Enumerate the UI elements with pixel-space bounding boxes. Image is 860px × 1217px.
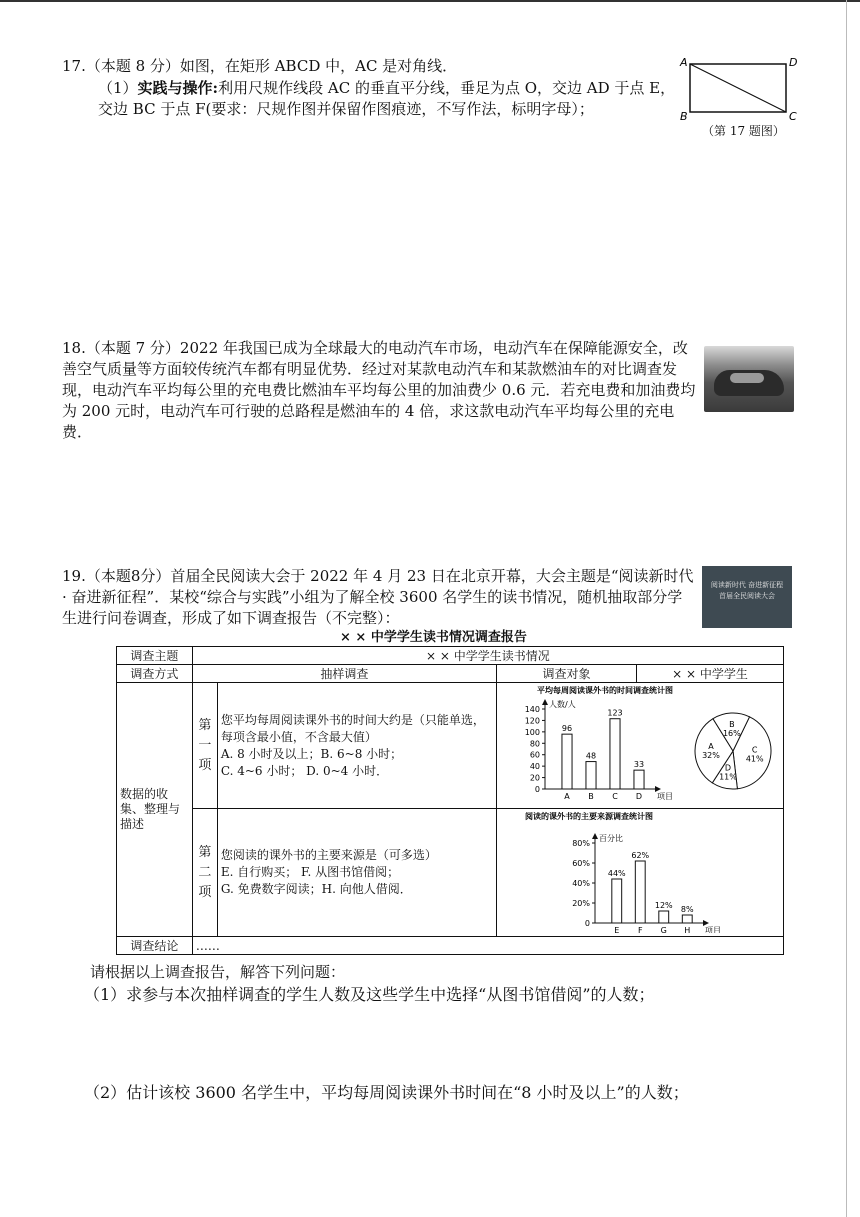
chart2-cell — [496, 809, 783, 937]
page-top-border — [0, 0, 860, 2]
q17-part1-head: （1） — [98, 79, 138, 97]
time-bar-ytick-label: 100 — [524, 727, 540, 737]
time-pie-slice-label: D — [724, 763, 732, 773]
q17-part1 — [98, 78, 678, 120]
time-bar-value-label: 48 — [585, 751, 597, 761]
time-bar-ytick-label: 0 — [534, 785, 540, 794]
source-bar-bar — [659, 911, 669, 923]
time-bar-category-label: A — [564, 792, 570, 801]
source-bar-value-label: 8% — [680, 905, 694, 914]
time-bar-bar — [586, 762, 596, 789]
source-bar-ytick-label: 60% — [572, 859, 590, 868]
time-pie-slice-pct: 11% — [719, 772, 737, 782]
source-bar-xlabel: 项目 — [704, 926, 721, 933]
time-bar-ylabel: 人数/人 — [548, 700, 576, 709]
car-window — [730, 373, 764, 383]
time-bar-category-label: C — [612, 792, 618, 801]
source-bar-category-label: E — [614, 926, 620, 933]
time-bar-category-label: D — [635, 792, 643, 801]
time-bar-bar — [634, 770, 644, 789]
time-bar-y-arrow — [542, 699, 548, 705]
q17-part1-text: 利用尺规作线段 AC 的垂直平分线，垂足为点 O，交边 AD 于点 E，交边 BC 于点 F(要求：尺规作图并保留作图痕迹，不写作法，标明字母）； — [98, 79, 676, 118]
time-bar-xlabel: 项目 — [656, 792, 673, 801]
q19-text: 19.（本题8分）首届全民阅读大会于 2022 年 4 月 23 日在北京开幕，大会主题是“阅读新时代 · 奋进新征程”．某校“综合与实践”小组为了解全校 3600 名学生的读书情况，随机抽取部分学生进行问卷调查，形成了如下调查报告（不完整）： — [62, 567, 694, 627]
q19-part2: （2）估计该校 3600 名学生中，平均每周阅读课外书时间在“8 小时及以上”的人数； — [84, 1083, 689, 1102]
item1-opts: A. 8 小时及以上；B. 6~8 小时； — [220, 746, 403, 761]
time-bar-category-label: B — [588, 792, 594, 801]
item1-content — [217, 683, 496, 809]
collect-label: 数据的收集、整理与描述 — [117, 683, 193, 937]
q18-text: 18.（本题 7 分）2022 年我国已成为全球最大的电动汽车市场，电动汽车在保障能源安全，改善空气质量等方面较传统汽车都有明显优势．经过对某款电动汽车和某款燃油车的对比调查发现，电动汽车平均每公里的充电费比燃油车平均每公里的加油费少 0.6 元．若充电费和加油费均为 200 元时，电动汽车可行驶的总路程是燃油车的 4 倍，求这款电动汽车平均每公里的充电费． — [62, 339, 696, 441]
diagonal-ac — [690, 64, 786, 112]
source-bar-ytick-label: 20% — [572, 899, 590, 908]
q17-part1-bold: 实践与操作: — [137, 79, 219, 97]
item2-label: 第二项 — [192, 809, 217, 937]
time-pie-slice-label: A — [708, 741, 714, 751]
source-bar-value-label: 62% — [631, 851, 650, 860]
time-pie-slice-label: B — [729, 719, 735, 729]
conclusion-value: …… — [192, 937, 783, 955]
time-pie-slice-label: C — [751, 745, 758, 755]
book-source-chart — [497, 809, 783, 933]
report-title: × × 中学学生读书情况调查报告 — [340, 630, 527, 645]
label-c: C — [789, 110, 797, 123]
source-bar-category-label: G — [660, 926, 667, 933]
time-bar-bar — [562, 734, 572, 789]
conclusion-label: 调查结论 — [117, 937, 193, 955]
page-right-border — [846, 0, 847, 1217]
time-bar-bar — [610, 719, 620, 789]
time-bar-value-label: 96 — [561, 724, 573, 734]
source-bar-ytick-label: 0 — [584, 919, 590, 928]
item1-label: 第一项 — [192, 683, 217, 809]
reading-conference-photo — [702, 566, 792, 628]
item1-opts2: C. 4~6 小时； D. 0~4 小时． — [220, 763, 389, 778]
time-bar-ytick-label: 40 — [529, 762, 540, 772]
source-bar-value-label: 12% — [654, 901, 673, 910]
banner-line1: 阅读新时代 奋进新征程 — [710, 581, 784, 589]
source-bar-category-label: F — [637, 926, 643, 933]
time-bar-value-label: 123 — [607, 708, 623, 718]
topic-value: × × 中学学生读书情况 — [192, 647, 783, 665]
source-bar-bar — [612, 879, 622, 923]
item2-content — [217, 809, 496, 937]
time-bar-ytick-label: 20 — [529, 773, 540, 783]
time-bar-value-label: 33 — [633, 760, 645, 770]
time-pie-slice-pct: 32% — [702, 750, 720, 760]
source-bar-value-label: 44% — [607, 869, 626, 878]
label-b: B — [680, 110, 688, 123]
item2-text: 您阅读的课外书的主要来源是（可多选） — [220, 848, 437, 862]
banner-line2: 首届全民阅读大会 — [719, 592, 775, 600]
q19-instruction: 请根据以上调查报告，解答下列问题： — [90, 963, 346, 981]
source-bar-y-arrow — [592, 833, 598, 839]
source-bar-title: 阅读的课外书的主要来源调查统计图 — [524, 812, 653, 821]
topic-label: 调查主题 — [117, 647, 193, 665]
time-bar-title: 平均每周阅读课外书的时间调查统计图 — [536, 686, 673, 695]
time-bar-ytick-label: 80 — [529, 739, 540, 749]
object-value: × × 中学学生 — [636, 665, 783, 683]
item1-text: 您平均每周阅读课外书的时间大约是（只能单选，每项含最小值，不含最大值） — [220, 712, 485, 744]
time-bar-ytick-label: 140 — [524, 705, 540, 714]
source-bar-ytick-label: 40% — [572, 879, 590, 888]
time-pie-slice-pct: 16% — [722, 728, 741, 738]
method-value: 抽样调查 — [192, 665, 496, 683]
reading-time-charts — [497, 683, 783, 805]
time-bar-ytick-label: 120 — [524, 716, 540, 726]
time-bar-ytick-label: 60 — [529, 750, 540, 760]
source-bar-ytick-label: 80% — [572, 839, 590, 848]
label-d: D — [789, 56, 798, 69]
source-bar-ylabel: 百分比 — [598, 834, 623, 843]
q17-stem: 17.（本题 8 分）如图，在矩形 ABCD 中，AC 是对角线． — [62, 57, 458, 75]
source-bar-category-label: H — [684, 926, 691, 933]
electric-car-photo — [704, 346, 794, 412]
q17-figure-caption: （第 17 题图） — [702, 124, 785, 138]
chart1-cell — [496, 683, 783, 809]
item2-opts: E. 自行购买； F. 从图书馆借阅； — [220, 865, 400, 879]
source-bar-bar — [682, 915, 692, 923]
item2-opts2: G. 免费数字阅读；H. 向他人借阅． — [220, 882, 412, 896]
time-pie-slice-pct: 41% — [745, 754, 764, 764]
survey-report-table — [116, 646, 784, 955]
label-a: A — [680, 56, 688, 69]
source-bar-bar — [635, 861, 645, 923]
method-label: 调查方式 — [117, 665, 193, 683]
q19-part1: （1）求参与本次抽样调查的学生人数及这些学生中选择“从图书馆借阅”的人数； — [84, 985, 655, 1004]
object-label: 调查对象 — [496, 665, 636, 683]
